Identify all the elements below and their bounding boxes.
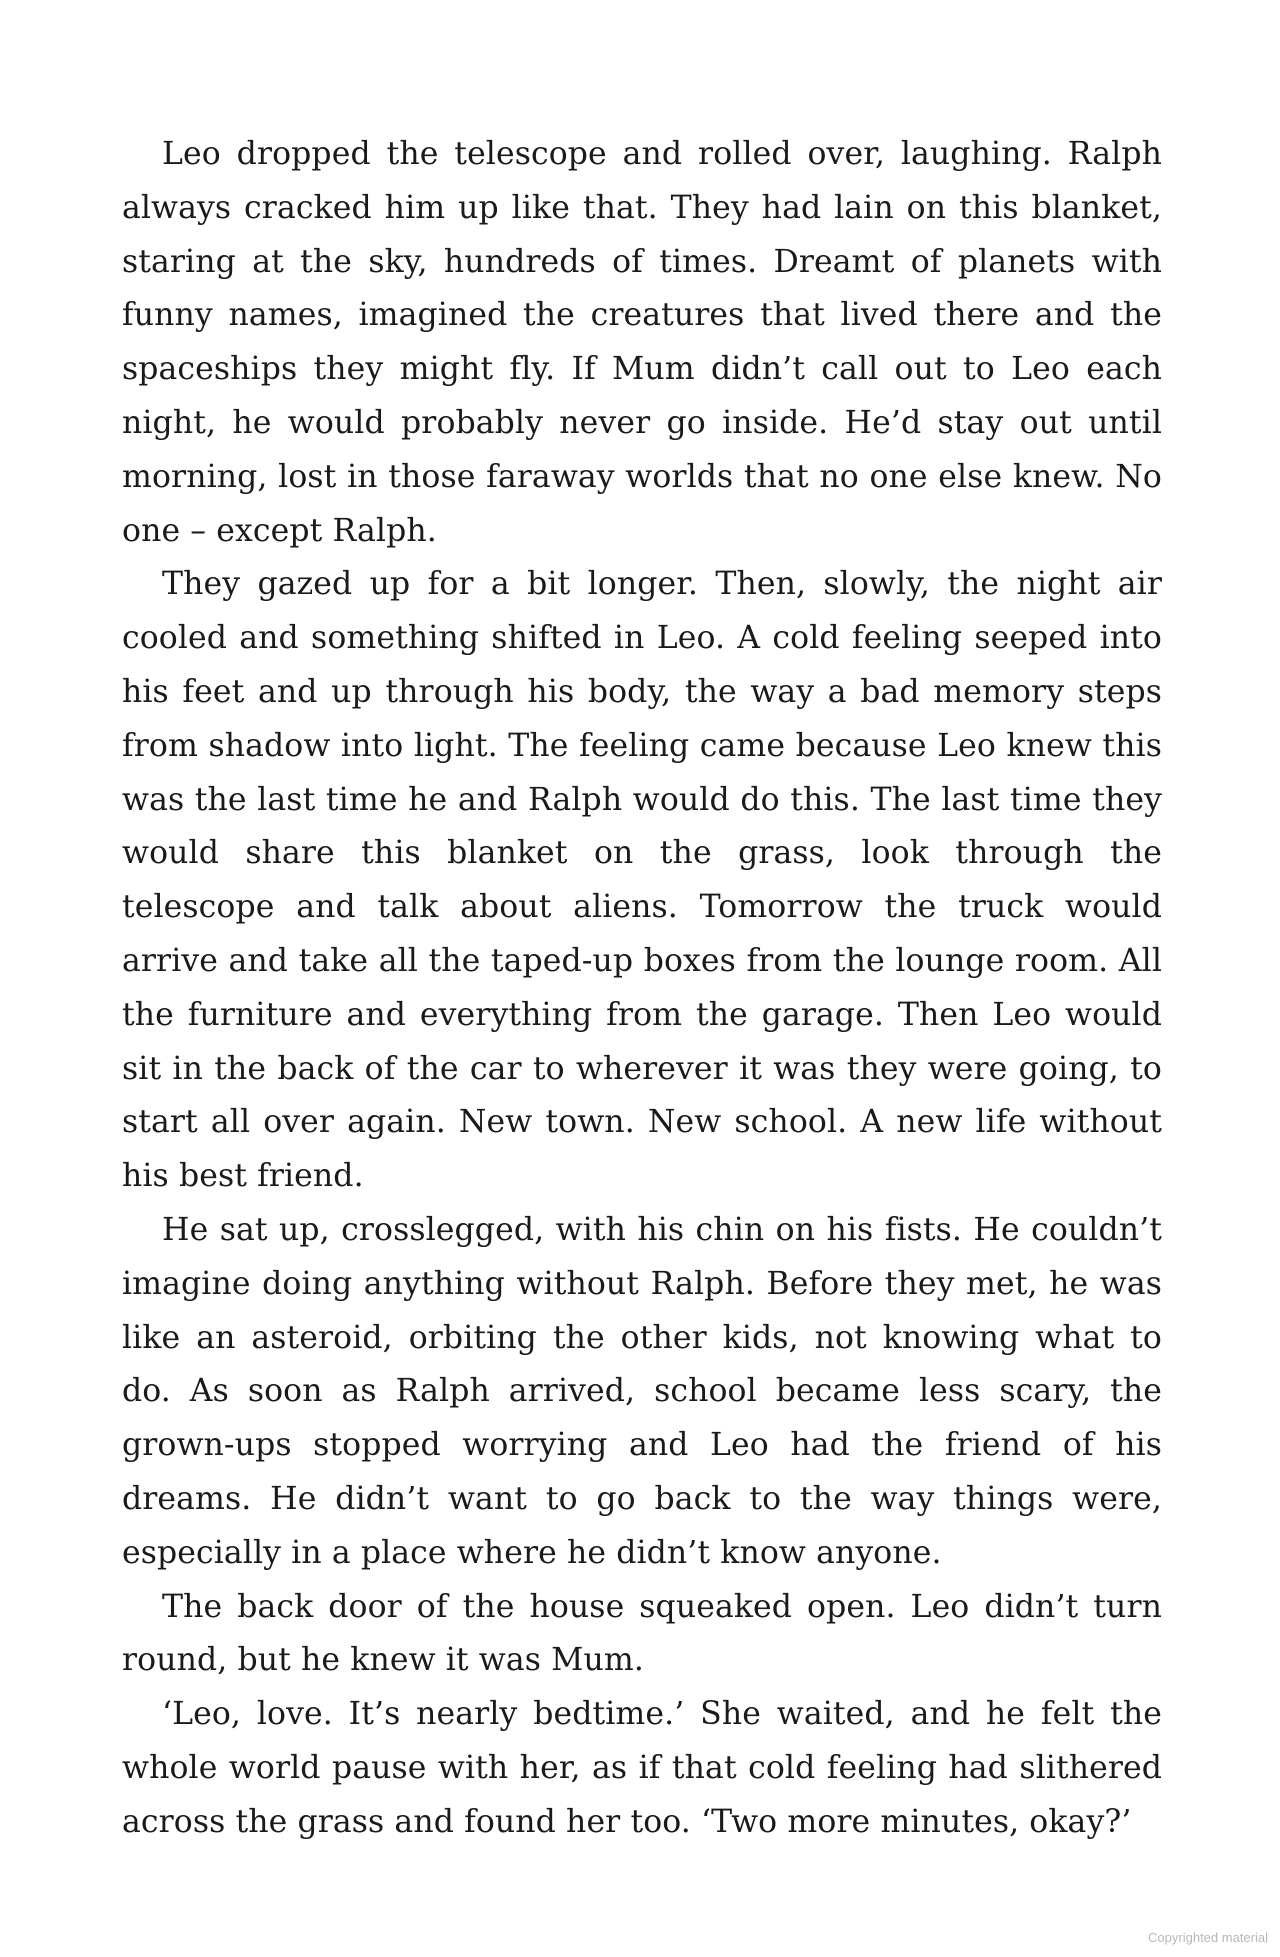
page-body bbox=[122, 128, 1162, 1850]
paragraph-5: ‘Leo, love. It’s nearly bedtime.’ She waited, and he felt the whole world pause with her, as if that cold feeling had slithered across the grass and found her too. ‘Two more minutes, okay?’ bbox=[122, 1696, 1162, 1840]
paragraph-3: He sat up, crosslegged, with his chin on his fists. He couldn’t imagine doing anything without Ralph. Before they met, he was like an asteroid, orbiting the other kids, not knowing what to do. As soon as Ralph arrived, school became less scary, the grown-ups stopped worrying and Leo had the friend of his dreams. He didn’t want to go back to the way things were, especially in a place where he didn’t know anyone. bbox=[122, 1211, 1162, 1571]
paragraph-2: They gazed up for a bit longer. Then, slowly, the night air cooled and something shifted in Leo. A cold feeling seeped into his feet and up through his body, the way a bad memory steps from shadow into light. The feeling came because Leo knew this was the last time he and Ralph would do this. The last time they would share this blanket on the grass, look through the telescope and talk about aliens. Tomorrow the truck would arrive and take all the taped-up boxes from the lounge room. All the furniture and everything from the garage. Then Leo would sit in the back of the car to wherever it was they were going, to start all over again. New town. New school. A new life without his best friend. bbox=[122, 566, 1162, 1195]
copyright-notice: Copyrighted material bbox=[1148, 1930, 1268, 1945]
paragraph-1: Leo dropped the telescope and rolled over, laughing. Ralph always cracked him up like that. They had lain on this blanket, staring at the sky, hundreds of times. Dreamt of planets with funny names, imagined the creatures that lived there and the spaceships they might fly. If Mum didn’t call out to Leo each night, he would probably never go inside. He’d stay out until morning, lost in those faraway worlds that no one else knew. No one – except Ralph. bbox=[122, 136, 1162, 549]
paragraph-4: The back door of the house squeaked open. Leo didn’t turn round, but he knew it was Mum. bbox=[122, 1588, 1162, 1679]
